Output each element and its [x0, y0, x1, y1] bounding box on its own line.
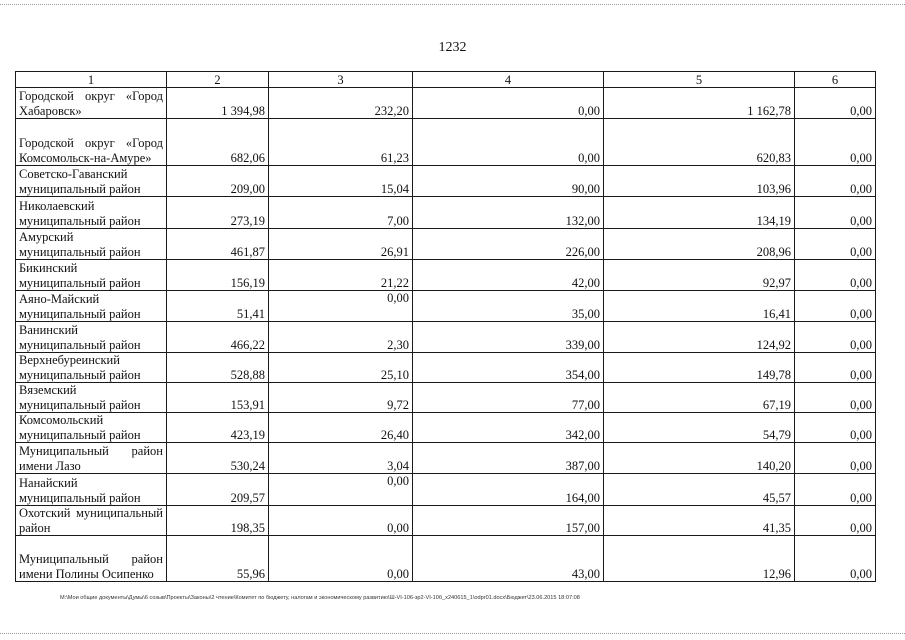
municipality-name: Ванинский муниципальный район: [16, 322, 167, 353]
value-col-3: 0,00: [269, 536, 413, 582]
value-col-2: 156,19: [167, 260, 269, 291]
value-col-3: 25,10: [269, 353, 413, 383]
value-col-5: 54,79: [604, 413, 795, 443]
scan-edge-bottom: [0, 633, 905, 634]
value-col-4: 77,00: [413, 383, 604, 413]
value-col-2: 51,41: [167, 291, 269, 322]
value-col-4: 339,00: [413, 322, 604, 353]
table-row: [16, 322, 876, 353]
column-header-4: 4: [413, 72, 604, 88]
value-col-6: 0,00: [795, 88, 876, 119]
value-col-4: 354,00: [413, 353, 604, 383]
table-row: [16, 88, 876, 119]
value-col-5: 1 162,78: [604, 88, 795, 119]
municipality-name: Верхнебуреинский муниципальный район: [16, 353, 167, 383]
municipality-name: Муниципальный район имени Лазо: [16, 443, 167, 474]
value-col-6: 0,00: [795, 474, 876, 506]
value-col-4: 35,00: [413, 291, 604, 322]
value-col-4: 42,00: [413, 260, 604, 291]
budget-table: [15, 71, 876, 582]
value-col-5: 124,92: [604, 322, 795, 353]
value-col-6: 0,00: [795, 119, 876, 166]
table-row: [16, 353, 876, 383]
municipality-name: Вяземский муниципальный район: [16, 383, 167, 413]
value-col-2: 466,22: [167, 322, 269, 353]
value-col-6: 0,00: [795, 197, 876, 229]
table-row: [16, 413, 876, 443]
value-col-5: 45,57: [604, 474, 795, 506]
value-col-2: 55,96: [167, 536, 269, 582]
value-col-6: 0,00: [795, 506, 876, 536]
column-header-1: 1: [16, 72, 167, 88]
value-col-2: 682,06: [167, 119, 269, 166]
municipality-name: Городской округ «Город Хабаровск»: [16, 88, 167, 119]
value-col-5: 103,96: [604, 166, 795, 197]
value-col-5: 41,35: [604, 506, 795, 536]
value-col-3: 15,04: [269, 166, 413, 197]
table-row: [16, 383, 876, 413]
value-col-6: 0,00: [795, 322, 876, 353]
value-col-5: 208,96: [604, 229, 795, 260]
header-row: [16, 72, 876, 88]
value-col-3: 61,23: [269, 119, 413, 166]
value-col-4: 43,00: [413, 536, 604, 582]
value-col-3: 232,20: [269, 88, 413, 119]
table-row: [16, 443, 876, 474]
value-col-2: 528,88: [167, 353, 269, 383]
value-col-2: 461,87: [167, 229, 269, 260]
table-row: [16, 166, 876, 197]
column-header-3: 3: [269, 72, 413, 88]
table-row: [16, 229, 876, 260]
table-row: [16, 474, 876, 506]
value-col-4: 90,00: [413, 166, 604, 197]
value-col-3: 0,00: [269, 506, 413, 536]
table-row: [16, 291, 876, 322]
table-body: [16, 88, 876, 582]
value-col-4: 226,00: [413, 229, 604, 260]
column-header-6: 6: [795, 72, 876, 88]
value-col-6: 0,00: [795, 291, 876, 322]
table-row: [16, 260, 876, 291]
value-col-2: 1 394,98: [167, 88, 269, 119]
value-col-2: 209,00: [167, 166, 269, 197]
value-col-3: 9,72: [269, 383, 413, 413]
value-col-6: 0,00: [795, 536, 876, 582]
column-header-5: 5: [604, 72, 795, 88]
value-col-3: 7,00: [269, 197, 413, 229]
value-col-3: 2,30: [269, 322, 413, 353]
column-header-2: 2: [167, 72, 269, 88]
value-col-6: 0,00: [795, 413, 876, 443]
value-col-3: 0,00: [269, 474, 413, 506]
value-col-4: 164,00: [413, 474, 604, 506]
value-col-4: 387,00: [413, 443, 604, 474]
value-col-3: 3,04: [269, 443, 413, 474]
value-col-2: 153,91: [167, 383, 269, 413]
table-row: [16, 536, 876, 582]
municipality-name: Советско-Гаванский муниципальный район: [16, 166, 167, 197]
municipality-name: Нанайский муниципальный район: [16, 474, 167, 506]
value-col-4: 157,00: [413, 506, 604, 536]
value-col-5: 92,97: [604, 260, 795, 291]
value-col-2: 530,24: [167, 443, 269, 474]
value-col-4: 0,00: [413, 119, 604, 166]
value-col-3: 21,22: [269, 260, 413, 291]
value-col-4: 342,00: [413, 413, 604, 443]
value-col-6: 0,00: [795, 260, 876, 291]
document-path-footer: М:\Мои общие документы\Думы\6 созыв\Проекты\Законы\2 чтение\Комитет по бюджету, налогам и экономическому развитию\Ш-VI-106-зр2-VI-10б_x240615_1\odpr01.docx\Бюджет\23.06.2015 18:07:08: [60, 595, 580, 601]
value-col-5: 140,20: [604, 443, 795, 474]
value-col-3: 26,91: [269, 229, 413, 260]
value-col-3: 26,40: [269, 413, 413, 443]
value-col-5: 67,19: [604, 383, 795, 413]
municipality-name: Бикинский муниципальный район: [16, 260, 167, 291]
value-col-4: 132,00: [413, 197, 604, 229]
value-col-6: 0,00: [795, 166, 876, 197]
value-col-2: 273,19: [167, 197, 269, 229]
municipality-name: Амурский муниципальный район: [16, 229, 167, 260]
municipality-name: Охотский муниципальный район: [16, 506, 167, 536]
table-row: [16, 506, 876, 536]
value-col-5: 12,96: [604, 536, 795, 582]
municipality-name: Комсомольский муниципальный район: [16, 413, 167, 443]
value-col-4: 0,00: [413, 88, 604, 119]
value-col-6: 0,00: [795, 353, 876, 383]
table-row: [16, 197, 876, 229]
municipality-name: Николаевский муниципальный район: [16, 197, 167, 229]
value-col-2: 198,35: [167, 506, 269, 536]
value-col-6: 0,00: [795, 443, 876, 474]
value-col-3: 0,00: [269, 291, 413, 322]
value-col-5: 134,19: [604, 197, 795, 229]
municipality-name: Муниципальный район имени Полины Осипенко: [16, 536, 167, 582]
page-number: 1232: [438, 40, 467, 55]
value-col-5: 16,41: [604, 291, 795, 322]
value-col-5: 149,78: [604, 353, 795, 383]
municipality-name: Городской округ «Город Комсомольск-на-Амуре»: [16, 119, 167, 166]
value-col-5: 620,83: [604, 119, 795, 166]
municipality-name: Аяно-Майский муниципальный район: [16, 291, 167, 322]
value-col-6: 0,00: [795, 383, 876, 413]
table-row: [16, 119, 876, 166]
scan-edge-top: [0, 4, 905, 5]
value-col-6: 0,00: [795, 229, 876, 260]
value-col-2: 209,57: [167, 474, 269, 506]
value-col-2: 423,19: [167, 413, 269, 443]
